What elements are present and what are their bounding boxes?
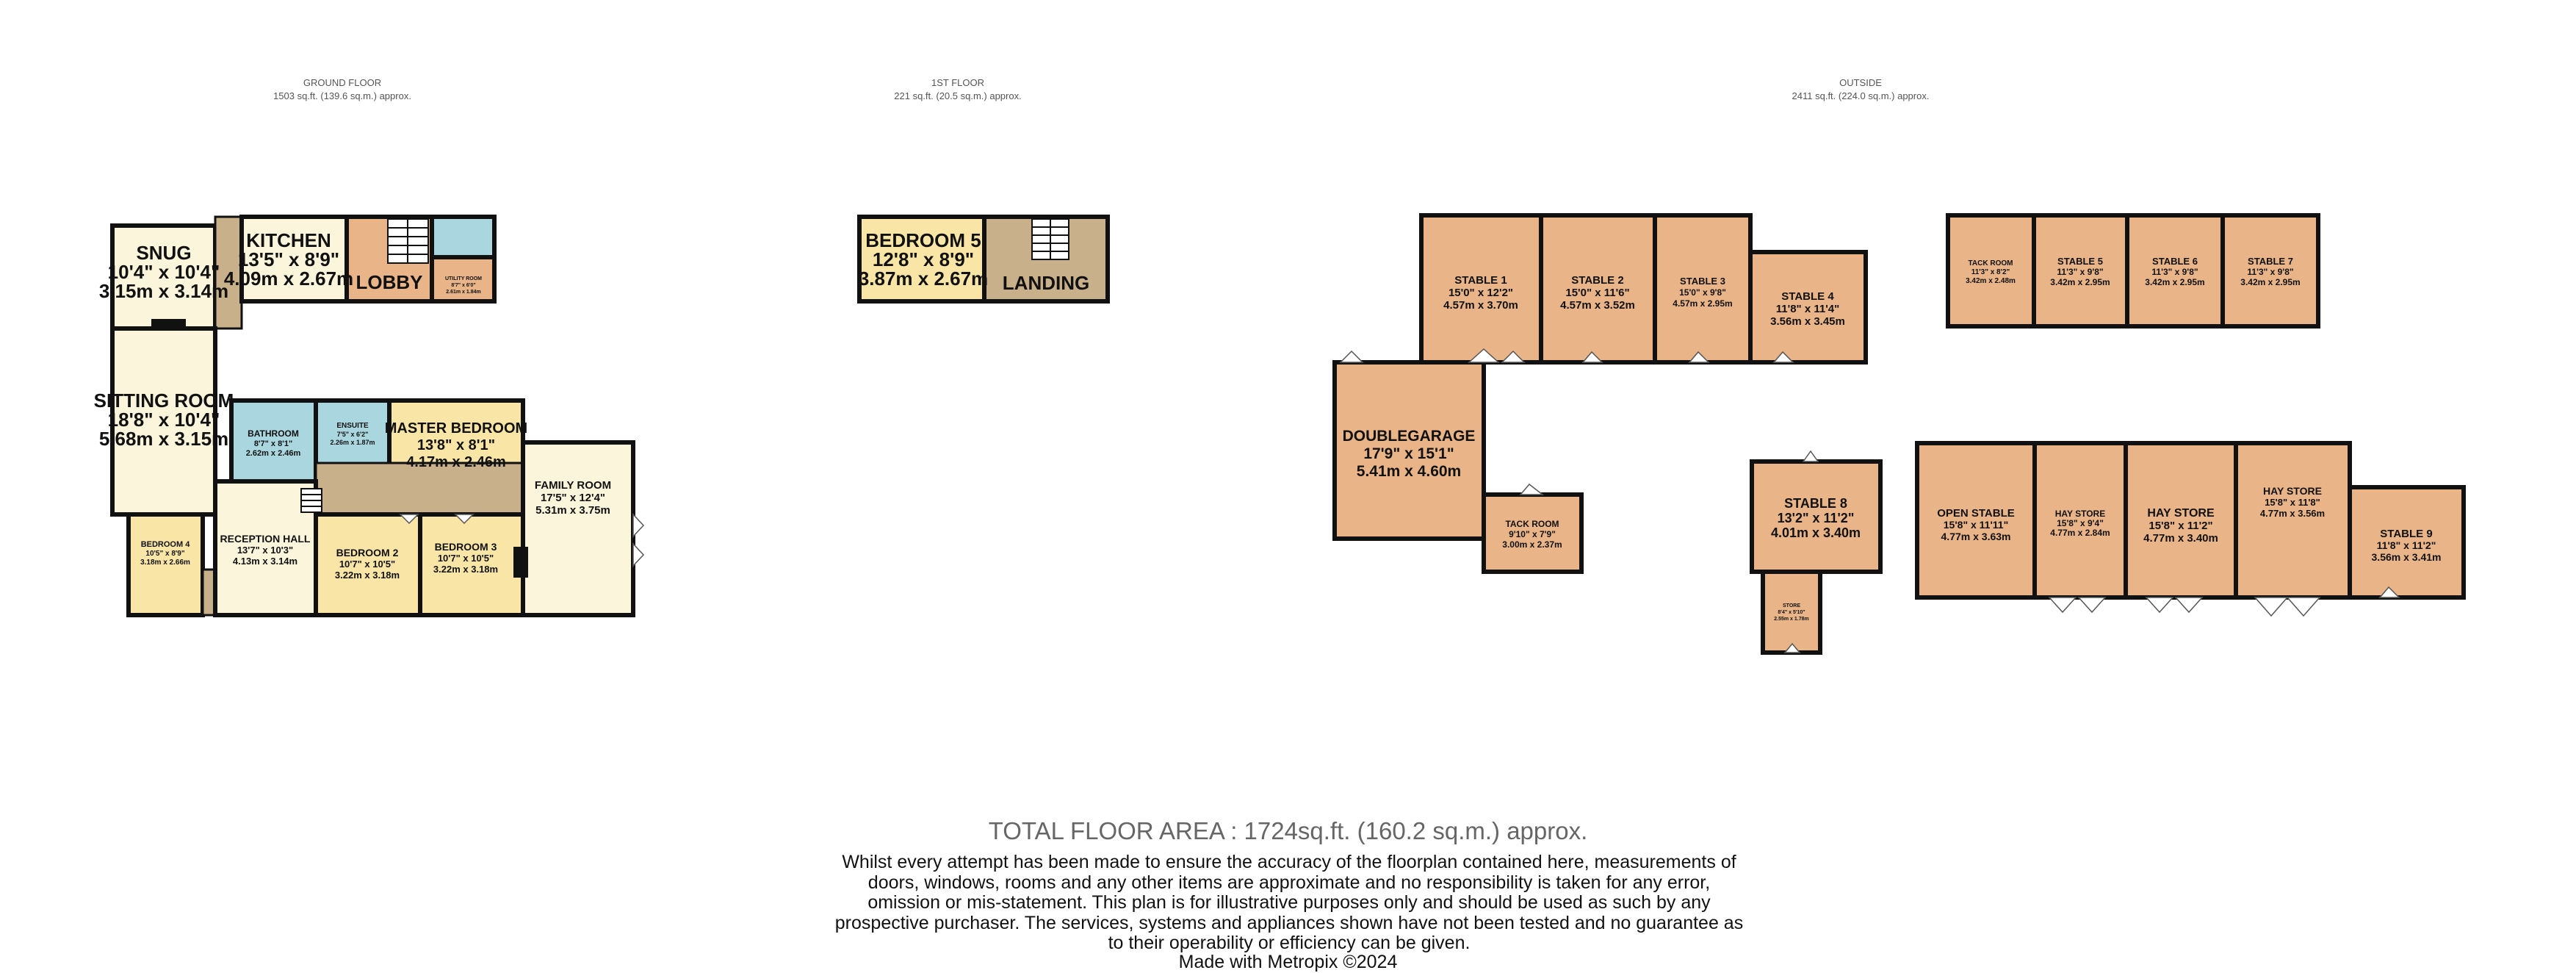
double-garage-metric: 5.41m x 4.60m [1356, 463, 1462, 480]
sitting-room-metric: 5.68m x 3.15m [98, 428, 229, 450]
open-stable-metric: 4.77m x 3.63m [1941, 531, 2011, 542]
utility-imperial: 8'7" x 6'0" [451, 283, 476, 288]
tack-room-1-metric: 3.00m x 2.37m [1502, 539, 1562, 550]
kitchen-metric: 4.09m x 2.67m [223, 268, 354, 290]
lobby-name: LOBBY [356, 271, 423, 293]
bedroom-3-metric: 3.22m x 3.18m [433, 564, 499, 575]
bedroom-5-imperial: 12'8" x 8'9" [872, 248, 975, 270]
double-garage-name: DOUBLEGARAGE [1342, 428, 1476, 445]
utility-name: UTILITY ROOM [444, 276, 483, 281]
stable-1-name: STABLE 1 [1454, 274, 1507, 287]
bedroom-3-name: BEDROOM 3 [434, 541, 497, 553]
stable-6-name: STABLE 6 [2152, 256, 2198, 267]
disclaimer-text: Whilst every attempt has been made to ensure the accuracy of the floorplan contained here, measurements of doors, windows, rooms and any other items are approximate and no responsibility is taken for any error, omission or mis-statement. This plan is for illustrative purposes only and should be used as such by any prospective purchaser. The services, systems and appliances shown have not been tested and no guarantee as to their operability or efficiency can be given. [834, 852, 1744, 953]
store-imperial: 8'4" x 5'10" [1778, 610, 1805, 615]
hay-store-2-imperial: 15'8" x 11'2" [2149, 520, 2213, 532]
kitchen-imperial: 13'5" x 8'9" [237, 248, 340, 270]
stable-7-metric: 3.42m x 2.95m [2240, 277, 2301, 287]
first-floor-title: 1ST FLOOR [931, 77, 985, 88]
store-name: STORE [1783, 603, 1800, 608]
ensuite-metric: 2.26m x 1.87m [330, 439, 375, 446]
bedroom-2-name: BEDROOM 2 [336, 547, 399, 559]
stable-7-imperial: 11'3" x 9'8" [2247, 267, 2294, 277]
family-room-metric: 5.31m x 3.75m [535, 504, 610, 517]
stable-3-name: STABLE 3 [1680, 276, 1725, 287]
hay-store-3-metric: 4.77m x 3.56m [2259, 508, 2326, 519]
made-with-credit: Made with Metropix ©2024 [1178, 952, 1398, 972]
tack-room-1-imperial: 9'10" x 7'9" [1509, 529, 1556, 539]
stable-5-metric: 3.42m x 2.95m [2050, 277, 2110, 287]
fireplace [514, 547, 527, 577]
outside-title: OUTSIDE [1839, 77, 1882, 88]
snug-imperial: 10'4" x 10'4" [107, 261, 220, 283]
hay-store-3-imperial: 15'8" x 11'8" [2265, 497, 2320, 508]
stable-5-imperial: 11'3" x 9'8" [2057, 267, 2104, 277]
hay-store-1-metric: 4.77m x 2.84m [2050, 528, 2110, 538]
bedroom-2-imperial: 10'7" x 10'5" [339, 559, 396, 570]
stairs-first [1032, 219, 1069, 259]
stove [152, 320, 185, 328]
ground-floor-area: 1503 sq.ft. (139.6 sq.m.) approx. [273, 90, 411, 101]
stable-1-metric: 4.57m x 3.70m [1443, 299, 1518, 312]
reception-hall-name: RECEPTION HALL [220, 533, 311, 545]
stable-9-name: STABLE 9 [2380, 528, 2433, 540]
snug-metric: 3.15m x 3.14m [98, 280, 229, 302]
stable-6-imperial: 11'3" x 9'8" [2151, 267, 2198, 277]
stable-5-name: STABLE 5 [2057, 256, 2103, 267]
tack-room-2-name: TACK ROOM [1968, 259, 2013, 268]
bathroom-name: BATHROOM [248, 428, 299, 439]
open-stable-name: OPEN STABLE [1937, 507, 2015, 520]
stable-1-imperial: 15'0" x 12'2" [1448, 287, 1514, 299]
stairs-ground [388, 219, 428, 263]
bathroom-imperial: 8'7" x 8'1" [253, 439, 293, 448]
stable-8-imperial: 13'2" x 11'2" [1777, 511, 1855, 525]
corridor [316, 463, 523, 514]
utility-metric: 2.61m x 1.84m [446, 290, 481, 295]
master-bedroom-name: MASTER BEDROOM [384, 420, 528, 437]
bedroom-4-imperial: 10'5" x 8'9" [145, 550, 185, 558]
room-utility-blue [432, 217, 494, 257]
kitchen-name: KITCHEN [246, 229, 331, 251]
hay-store-3-name: HAY STORE [2263, 485, 2322, 497]
tack-room-2-metric: 3.42m x 2.48m [1966, 277, 2016, 285]
first-floor-area: 221 sq.ft. (20.5 sq.m.) approx. [894, 90, 1022, 101]
stable-2-name: STABLE 2 [1571, 274, 1624, 287]
reception-hall-metric: 4.13m x 3.14m [232, 556, 298, 567]
stable-3-imperial: 15'0" x 9'8" [1679, 287, 1726, 298]
master-bedroom-imperial: 13'8" x 8'1" [416, 437, 496, 453]
stable-4-imperial: 11'8" x 11'4" [1775, 303, 1840, 315]
hay-store-2-name: HAY STORE [2147, 507, 2215, 520]
open-stable-imperial: 15'8" x 11'11" [1943, 519, 2009, 531]
bedroom-2-metric: 3.22m x 3.18m [334, 570, 400, 581]
double-garage-imperial: 17'9" x 15'1" [1363, 445, 1454, 462]
ensuite-imperial: 7'5" x 6'2" [336, 431, 369, 438]
stable-7-name: STABLE 7 [2248, 256, 2293, 267]
landing-name: LANDING [1002, 272, 1090, 294]
room-family-room [523, 442, 633, 615]
stable-8-name: STABLE 8 [1784, 496, 1847, 511]
stairs-hall [301, 489, 322, 512]
stable-4-metric: 3.56m x 3.45m [1770, 315, 1845, 328]
bedroom-4-name: BEDROOM 4 [140, 540, 190, 549]
total-floor-area: TOTAL FLOOR AREA : 1724sq.ft. (160.2 sq.m.) approx. [988, 817, 1588, 844]
hay-store-1-name: HAY STORE [2054, 509, 2106, 519]
room-hay-store-3 [2236, 443, 2350, 597]
sitting-room-name: SITTING ROOM [93, 389, 234, 412]
snug-name: SNUG [136, 242, 192, 264]
stable-6-metric: 3.42m x 2.95m [2145, 277, 2205, 287]
ground-floor-title: GROUND FLOOR [303, 77, 382, 88]
sitting-room-imperial: 18'8" x 10'4" [107, 409, 220, 431]
stable-2-metric: 4.57m x 3.52m [1560, 299, 1635, 312]
stable-9-metric: 3.56m x 3.41m [2371, 551, 2442, 563]
hay-store-1-imperial: 15'8" x 9'4" [2057, 518, 2104, 528]
bathroom-metric: 2.62m x 2.46m [245, 449, 301, 458]
master-bedroom-metric: 4.17m x 2.46m [406, 454, 506, 470]
bedroom-5-name: BEDROOM 5 [865, 229, 981, 251]
ensuite-name: ENSUITE [336, 422, 369, 430]
family-room-imperial: 17'5" x 12'4" [540, 492, 606, 504]
tack-room-2-imperial: 11'3" x 8'2" [1971, 268, 2010, 276]
hay-store-2-metric: 4.77m x 3.40m [2143, 532, 2218, 545]
stable-3-metric: 4.57m x 2.95m [1673, 298, 1733, 309]
outside-area: 2411 sq.ft. (224.0 sq.m.) approx. [1792, 90, 1930, 101]
stable-8-metric: 4.01m x 3.40m [1770, 525, 1861, 540]
stable-4-name: STABLE 4 [1781, 290, 1834, 303]
reception-hall-imperial: 13'7" x 10'3" [237, 545, 294, 556]
bedroom-3-imperial: 10'7" x 10'5" [437, 553, 494, 564]
stable-9-imperial: 11'8" x 11'2" [2376, 539, 2436, 551]
bedroom-4-metric: 3.18m x 2.66m [140, 559, 190, 567]
stable-2-imperial: 15'0" x 11'6" [1565, 287, 1630, 299]
tack-room-1-name: TACK ROOM [1505, 519, 1559, 529]
store-metric: 2.55m x 1.78m [1774, 617, 1809, 622]
family-room-name: FAMILY ROOM [534, 479, 612, 492]
bedroom-5-metric: 3.87m x 2.67m [858, 268, 989, 290]
